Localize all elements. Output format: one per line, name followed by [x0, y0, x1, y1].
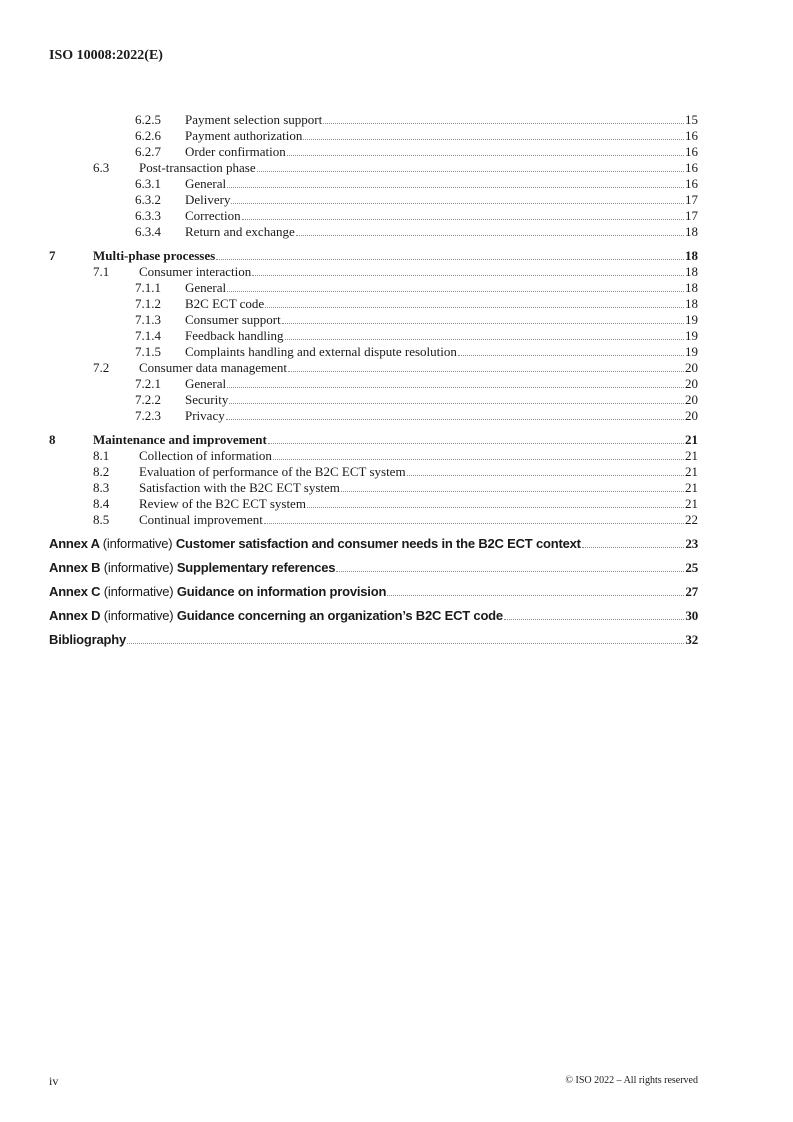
- toc-entry-title: [49, 536, 581, 552]
- toc-entry-page: 21: [685, 496, 698, 511]
- dot-leader: [407, 475, 684, 476]
- toc-entry[interactable]: [49, 608, 698, 624]
- annex-note: (informative): [103, 584, 174, 599]
- toc-entry[interactable]: [49, 280, 698, 296]
- toc-entry[interactable]: [49, 480, 698, 496]
- toc-entry-number: 7.1.1: [135, 280, 161, 295]
- toc-entry-page: 19: [685, 312, 698, 327]
- dot-leader: [216, 259, 684, 260]
- toc-entry-title: Security: [185, 392, 229, 407]
- toc-entry[interactable]: [49, 112, 698, 128]
- toc-entry-page: 20: [685, 376, 698, 391]
- toc-entry-page: 20: [685, 408, 698, 423]
- annex-label: Annex D: [49, 608, 101, 623]
- toc-entry-number: 6.3.4: [135, 224, 161, 239]
- dot-leader: [229, 403, 684, 404]
- toc-entry-number: 7: [49, 248, 56, 263]
- toc-entry[interactable]: [49, 584, 698, 600]
- toc-entry[interactable]: [49, 464, 698, 480]
- toc-entry-page: 21: [685, 448, 698, 463]
- toc-entry-page: 21: [685, 432, 698, 447]
- toc-entry-title: Continual improvement: [139, 512, 263, 527]
- toc-entry-title: Payment authorization: [185, 128, 303, 143]
- toc-entry-number: 8.2: [93, 464, 110, 479]
- toc-entry-title: Return and exchange: [185, 224, 295, 239]
- toc-entry[interactable]: [49, 264, 698, 280]
- toc-entry-page: 22: [685, 512, 698, 527]
- toc-entry[interactable]: [49, 536, 698, 552]
- toc-entry[interactable]: [49, 512, 698, 528]
- dot-leader: [307, 507, 684, 508]
- dot-leader: [226, 419, 684, 420]
- toc-entry-page: 15: [685, 112, 698, 127]
- toc-entry[interactable]: [49, 432, 698, 448]
- toc-entry-title: [49, 632, 126, 648]
- toc-entry-number: 7.2: [93, 360, 110, 375]
- dot-leader: [257, 171, 684, 172]
- annex-title: Guidance concerning an organization’s B2C ECT code: [176, 608, 503, 623]
- page-number: iv: [49, 1074, 59, 1088]
- toc-entry-number: 8.3: [93, 480, 110, 495]
- toc-entry-title: Payment selection support: [185, 112, 323, 127]
- toc-entry[interactable]: [49, 248, 698, 264]
- toc-entry-page: 20: [685, 392, 698, 407]
- toc-entry[interactable]: [49, 496, 698, 512]
- annex-title: Bibliography: [49, 632, 127, 647]
- toc-entry-number: 7.1.5: [135, 344, 161, 359]
- toc-entry-title: Satisfaction with the B2C ECT system: [139, 480, 340, 495]
- dot-leader: [303, 139, 684, 140]
- toc-entry[interactable]: [49, 560, 698, 576]
- dot-leader: [273, 459, 684, 460]
- annex-note: (informative): [103, 608, 174, 623]
- annex-label: Annex B: [49, 560, 101, 575]
- toc-entry-title: General: [185, 376, 227, 391]
- annex-title: Customer satisfaction and consumer needs in the B2C ECT context: [175, 536, 581, 551]
- toc-entry-page: 18: [685, 248, 698, 263]
- toc-entry[interactable]: [49, 360, 698, 376]
- dot-leader: [227, 187, 684, 188]
- toc-entry-number: 6.3.1: [135, 176, 161, 191]
- annex-title: Supplementary references: [176, 560, 336, 575]
- toc-entry-number: 8: [49, 432, 56, 447]
- dot-leader: [264, 523, 684, 524]
- copyright-notice: © ISO 2022 – All rights reserved: [565, 1075, 698, 1086]
- document-header: ISO 10008:2022(E): [49, 48, 163, 63]
- toc-entry[interactable]: [49, 392, 698, 408]
- toc-entry-page: 21: [685, 464, 698, 479]
- dot-leader: [341, 491, 684, 492]
- dot-leader: [127, 643, 684, 644]
- toc-entry[interactable]: [49, 224, 698, 240]
- toc-entry-number: 8.4: [93, 496, 110, 511]
- toc-entry-title: Post-transaction phase: [139, 160, 256, 175]
- toc-entry-title: Evaluation of performance of the B2C ECT system: [139, 464, 406, 479]
- toc-entry-page: 18: [685, 280, 698, 295]
- dot-leader: [227, 387, 684, 388]
- toc-entry-title: Feedback handling: [185, 328, 284, 343]
- dot-leader: [296, 235, 684, 236]
- toc-entry[interactable]: [49, 408, 698, 424]
- dot-leader: [323, 123, 684, 124]
- toc-entry-title: General: [185, 280, 227, 295]
- toc-entry-page: 18: [685, 224, 698, 239]
- toc-entry-number: 6.2.6: [135, 128, 161, 143]
- toc-entry-page: 18: [685, 264, 698, 279]
- toc-entry-number: 7.2.3: [135, 408, 161, 423]
- toc-entry[interactable]: [49, 128, 698, 144]
- annex-note: (informative): [103, 560, 174, 575]
- toc-entry-page: 18: [685, 296, 698, 311]
- toc-entry-page: 16: [685, 128, 698, 143]
- toc-entry-title: Privacy: [185, 408, 225, 423]
- toc-entry-page: 16: [685, 160, 698, 175]
- toc-entry[interactable]: [49, 312, 698, 328]
- toc-entry[interactable]: [49, 176, 698, 192]
- toc-entry-page: 25: [685, 560, 698, 575]
- toc-entry-page: 23: [685, 536, 698, 551]
- toc-entry[interactable]: [49, 344, 698, 360]
- dot-leader: [285, 339, 684, 340]
- toc-entry-title: Review of the B2C ECT system: [139, 496, 306, 511]
- toc-entry-number: 7.1.3: [135, 312, 161, 327]
- toc-entry-title: Consumer interaction: [139, 264, 252, 279]
- dot-leader: [242, 219, 684, 220]
- toc-entry[interactable]: [49, 328, 698, 344]
- toc-entry-title: [49, 560, 335, 576]
- toc-entry-page: 32: [685, 632, 698, 647]
- toc-entry-number: 7.1.4: [135, 328, 161, 343]
- toc-entry-title: Maintenance and improvement: [93, 432, 267, 447]
- toc-entry-title: B2C ECT code: [185, 296, 265, 311]
- toc-entry-number: 7.2.2: [135, 392, 161, 407]
- toc-entry[interactable]: [49, 160, 698, 176]
- annex-note: (informative): [102, 536, 173, 551]
- toc-entry-title: [49, 608, 503, 624]
- dot-leader: [252, 275, 684, 276]
- dot-leader: [458, 355, 684, 356]
- annex-label: Annex C: [49, 584, 101, 599]
- dot-leader: [231, 203, 684, 204]
- toc-entry-page: 30: [685, 608, 698, 623]
- toc-entry-title: General: [185, 176, 227, 191]
- toc-entry-title: Correction: [185, 208, 241, 223]
- toc-entry-number: 8.5: [93, 512, 110, 527]
- toc-entry[interactable]: [49, 144, 698, 160]
- toc-entry-number: 6.3.2: [135, 192, 161, 207]
- toc-entry-page: 16: [685, 176, 698, 191]
- toc-entry[interactable]: [49, 632, 698, 648]
- dot-leader: [288, 371, 684, 372]
- toc-entry-title: Collection of information: [139, 448, 272, 463]
- toc-entry-title: Order confirmation: [185, 144, 286, 159]
- toc-entry-page: 17: [685, 208, 698, 223]
- toc-entry-page: 16: [685, 144, 698, 159]
- dot-leader: [387, 595, 684, 596]
- annex-label: Annex A: [49, 536, 100, 551]
- toc-entry-title: Delivery: [185, 192, 231, 207]
- toc-entry-page: 21: [685, 480, 698, 495]
- toc-entry-number: 7.2.1: [135, 376, 161, 391]
- toc-entry[interactable]: [49, 296, 698, 312]
- toc-entry-number: 7.1.2: [135, 296, 161, 311]
- toc-entry-title: Complaints handling and external dispute resolution: [185, 344, 457, 359]
- toc-entry-page: 20: [685, 360, 698, 375]
- dot-leader: [287, 155, 684, 156]
- toc-entry-page: 17: [685, 192, 698, 207]
- toc-entry-number: 6.3.3: [135, 208, 161, 223]
- toc-entry[interactable]: [49, 192, 698, 208]
- dot-leader: [336, 571, 684, 572]
- dot-leader: [282, 323, 684, 324]
- toc-entry[interactable]: [49, 208, 698, 224]
- annex-title: Guidance on information provision: [176, 584, 387, 599]
- toc-entry-title: Consumer support: [185, 312, 281, 327]
- toc-entry-page: 27: [685, 584, 698, 599]
- dot-leader: [227, 291, 684, 292]
- toc-entry-number: 6.3: [93, 160, 110, 175]
- toc-entry[interactable]: [49, 448, 698, 464]
- dot-leader: [265, 307, 684, 308]
- toc-entry-number: 6.2.5: [135, 112, 161, 127]
- toc-entry[interactable]: [49, 376, 698, 392]
- toc-entry-number: 6.2.7: [135, 144, 161, 159]
- toc-entry-page: 19: [685, 328, 698, 343]
- dot-leader: [268, 443, 684, 444]
- toc-entry-title: Multi-phase processes: [93, 248, 216, 263]
- dot-leader: [582, 547, 685, 548]
- toc-entry-title: [49, 584, 386, 600]
- toc-entry-number: 7.1: [93, 264, 110, 279]
- toc-entry-page: 19: [685, 344, 698, 359]
- dot-leader: [504, 619, 684, 620]
- table-of-contents: [49, 112, 698, 648]
- toc-entry-title: Consumer data management: [139, 360, 288, 375]
- toc-entry-number: 8.1: [93, 448, 110, 463]
